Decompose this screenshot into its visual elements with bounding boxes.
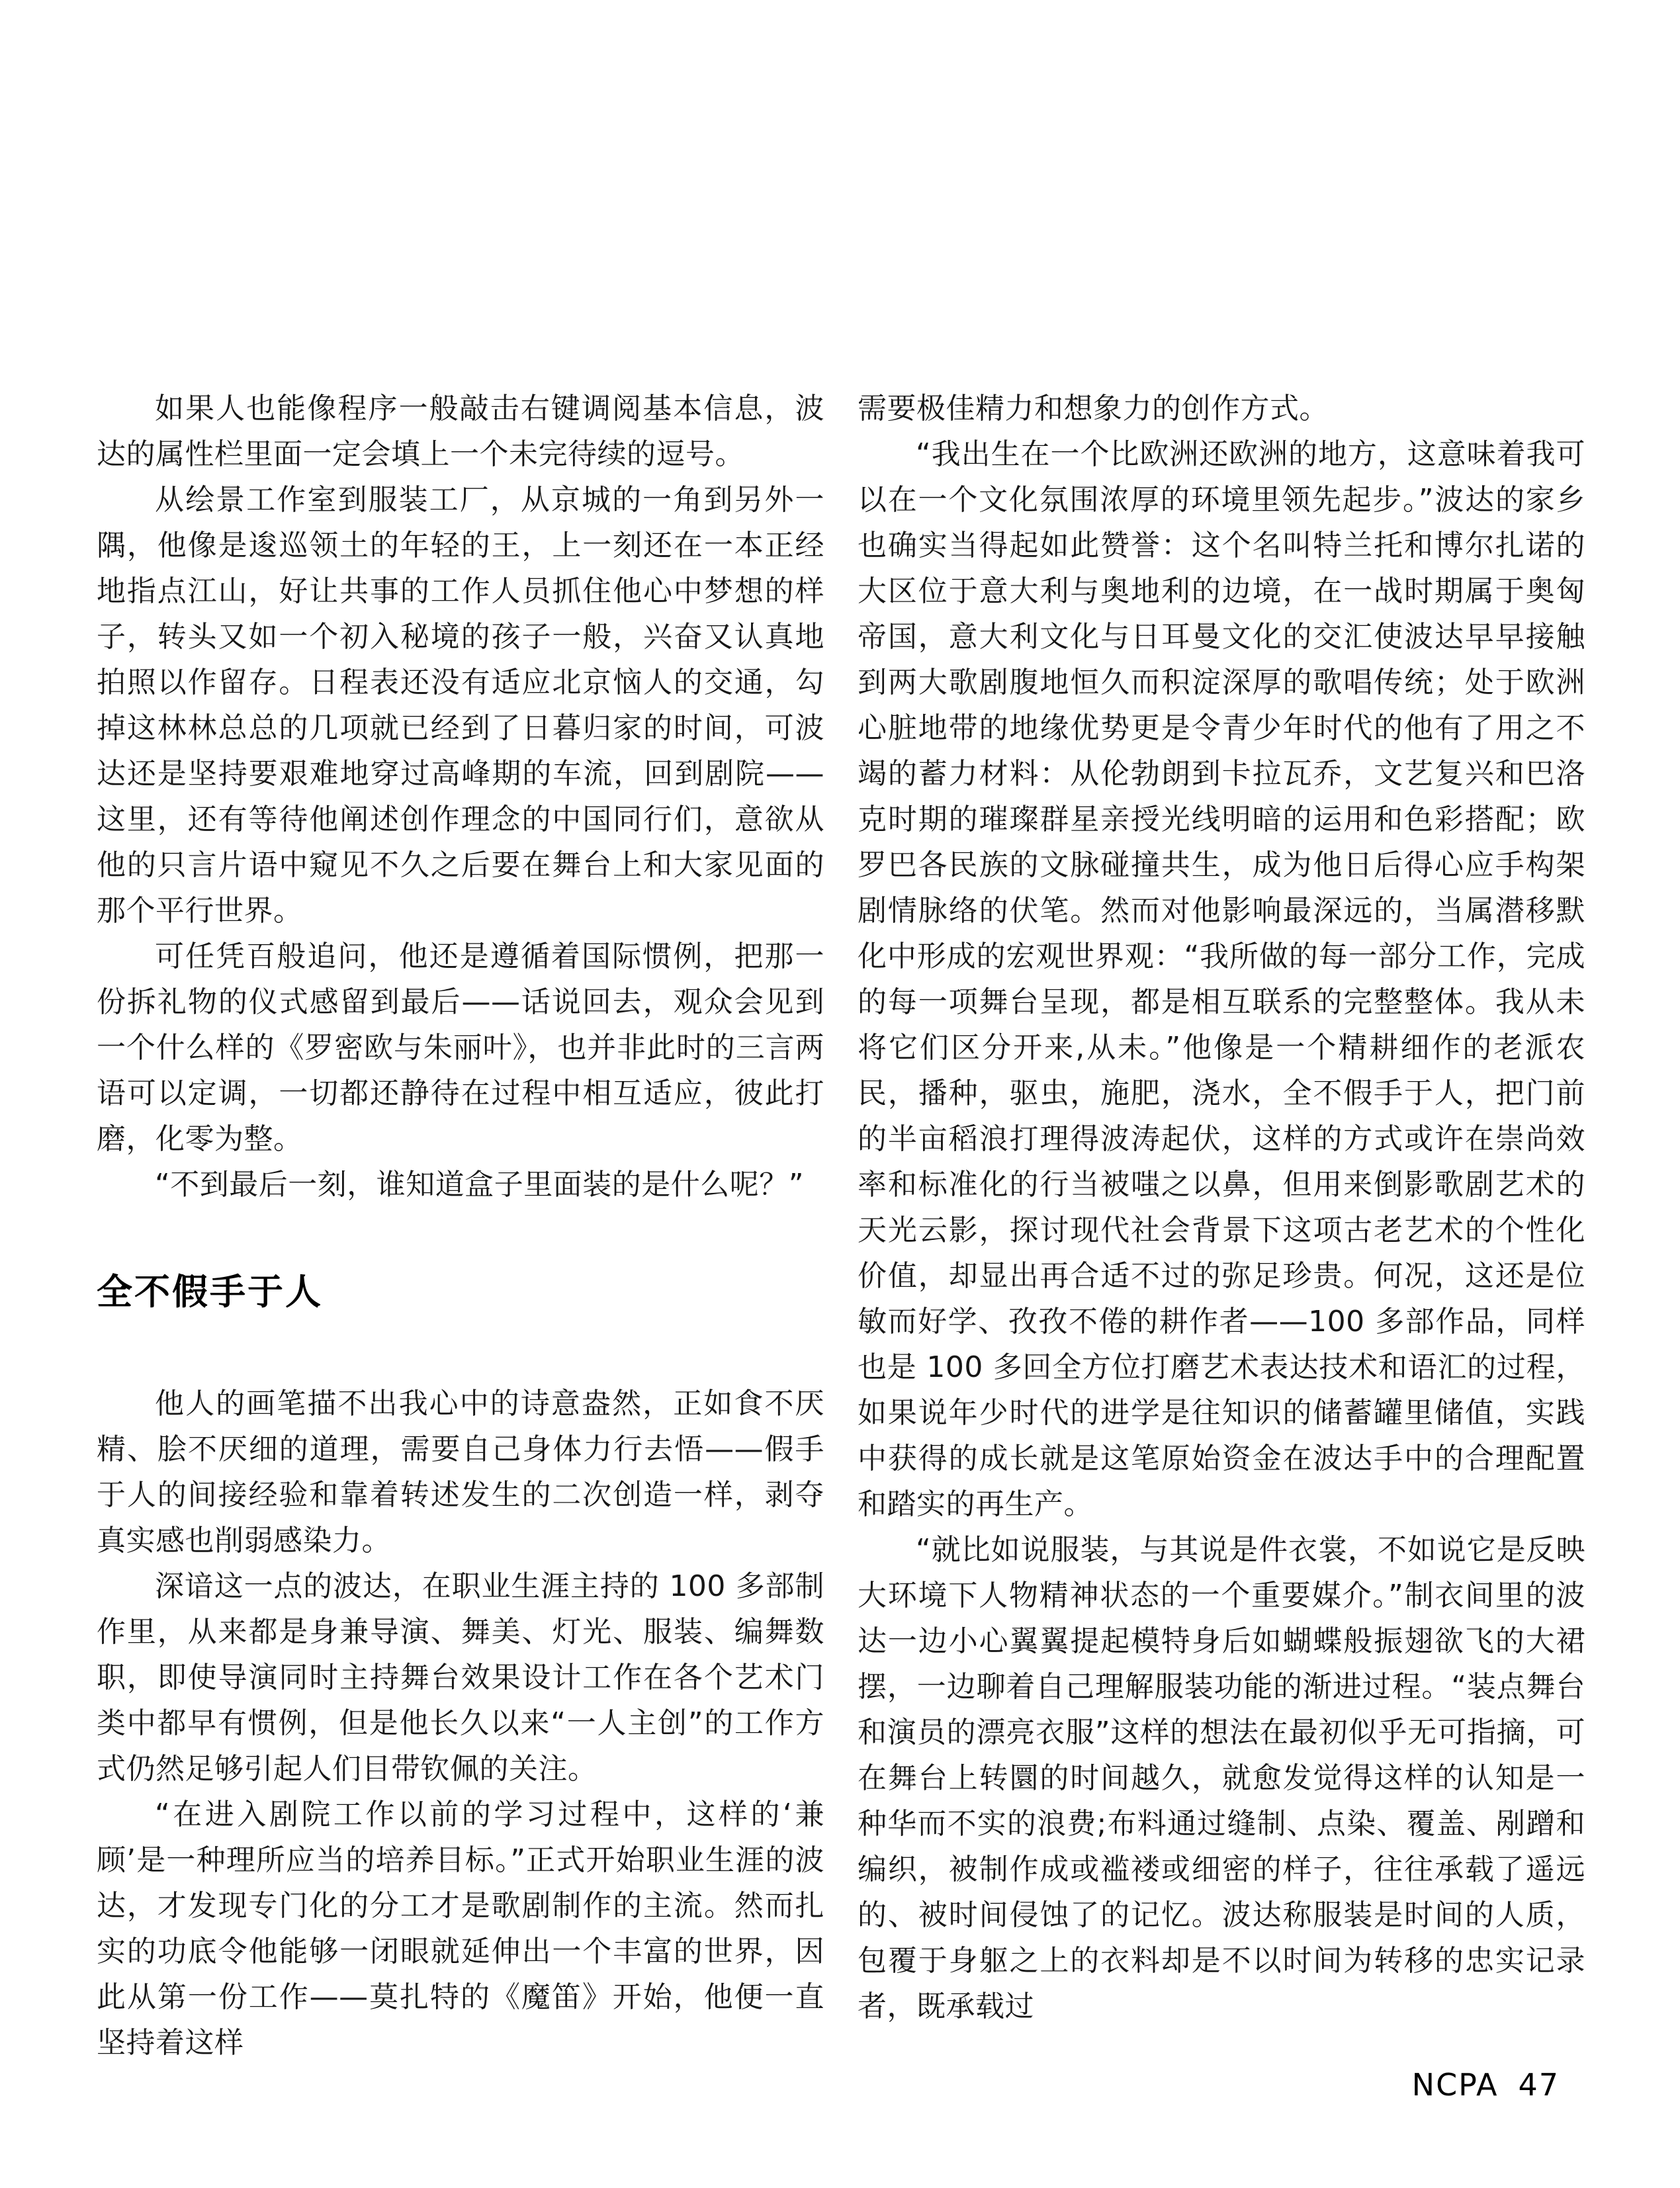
right-column (858, 386, 1585, 2066)
paragraph-multirole: 深谙这一点的波达，在职业生涯主持的 100 多部制作里，从来都是身兼导演、舞美、灯光、服装、编舞数职，即使导演同时主持舞台效果设计工作在各个艺术门类中都早有惯例，但是他长久以来“一人主创”的工作方式仍然足够引起人们目带钦佩的关注。 (97, 1569, 824, 1786)
page-footer (1412, 2068, 1560, 2101)
section-heading: 全不假手于人 (97, 1271, 323, 1313)
paragraph-quote-box: “不到最后一刻，谁知道盒子里面装的是什么呢？” (155, 1168, 805, 1202)
paragraph-ritual: 可任凭百般追问，他还是遵循着国际惯例，把那一份拆礼物的仪式感留到最后——话说回去，观众会见到一个什么样的《罗密欧与朱丽叶》，也并非此时的三言两语可以定调，一切都还静待在过程中相互适应，彼此打磨，化零为整。 (97, 940, 824, 1156)
left-column (97, 386, 824, 2066)
paragraph-studio-tour: 从绘景工作室到服装工厂，从京城的一角到另外一隅，他像是逡巡领土的年轻的王，上一刻还在一本正经地指点江山，好让共事的工作人员抓住他心中梦想的样子，转头又如一个初入秘境的孩子一般，兴奋又认真地拍照以作留存。日程表还没有适应北京恼人的交通，勾掉这林林总总的几项就已经到了日暮归家的时间，可波达还是坚持要艰难地穿过高峰期的车流，回到剧院——这里，还有等待他阐述创作理念的中国同行们，意欲从他的只言片语中窥见不久之后要在舞台上和大家见面的那个平行世界。 (97, 483, 824, 928)
paragraph-continuation: 需要极佳精力和想象力的创作方式。 (858, 392, 1329, 425)
paragraph-costume: “就比如说服装，与其说是件衣裳，不如说它是反映大环境下人物精神状态的一个重要媒介。”制衣间里的波达一边小心翼翼提起模特身后如蝴蝶般振翅欲飞的大裙摆，一边聊着自己理解服装功能的渐进过程。“装点舞台和演员的漂亮衣服”这样的想法在最初似乎无可指摘，可在舞台上转圜的时间越久，就愈发觉得这样的认知是一种华而不实的浪费;布料通过缝制、点染、覆盖、剐蹭和编织，被制作成或褴褛或细密的样子，往往承载了遥远的、被时间侵蚀了的记忆。波达称服装是时间的人质，包覆于身躯之上的衣料却是不以时间为转移的忠实记录者，既承载过 (858, 1533, 1585, 2023)
paragraph-hands-on: 他人的画笔描不出我心中的诗意盎然，正如食不厌精、脍不厌细的道理，需要自己身体力行去悟——假手于人的间接经验和靠着转述发生的二次创造一样，剥夺真实感也削弱感染力。 (97, 1387, 824, 1557)
article-body (97, 386, 1585, 2066)
paragraph-training: “在进入剧院工作以前的学习过程中，这样的‘兼顾’是一种理所应当的培养目标。”正式开始职业生涯的波达，才发现专门化的分工才是歌剧制作的主流。然而扎实的功底令他能够一闭眼就延伸出一个丰富的世界，因此从第一份工作——莫扎特的《魔笛》开始，他便一直坚持着这样 (97, 1798, 824, 2060)
paragraph-hometown: “我出生在一个比欧洲还欧洲的地方，这意味着我可以在一个文化氛围浓厚的环境里领先起步。”波达的家乡也确实当得起如此赞誉：这个名叫特兰托和博尔扎诺的大区位于意大利与奥地利的边境，在一战时期属于奥匈帝国，意大利文化与日耳曼文化的交汇使波达早早接触到两大歌剧腹地恒久而积淀深厚的歌唱传统；处于欧洲心脏地带的地缘优势更是令青少年时代的他有了用之不竭的蓄力材料：从伦勃朗到卡拉瓦乔，文艺复兴和巴洛克时期的璀璨群星亲授光线明暗的运用和色彩搭配；欧罗巴各民族的文脉碰撞共生，成为他日后得心应手构架剧情脉络的伏笔。然而对他影响最深远的，当属潜移默化中形成的宏观世界观：“我所做的每一部分工作，完成的每一项舞台呈现，都是相互联系的完整整体。我从未将它们区分开来,从未。”他像是一个精耕细作的老派农民，播种，驱虫，施肥，浇水，全不假手于人，把门前的半亩稻浪打理得波涛起伏，这样的方式或许在崇尚效率和标准化的行当被嗤之以鼻，但用来倒影歌剧艺术的天光云影，探讨现代社会背景下这项古老艺术的个性化价值，却显出再合适不过的弥足珍贵。何况，这还是位敏而好学、孜孜不倦的耕作者——100 多部作品，同样也是 100 多回全方位打磨艺术表达技术和语汇的过程，如果说年少时代的进学是往知识的储蓄罐里储值，实践中获得的成长就是这笔原始资金在波达手中的合理配置和踏实的再生产。 (858, 437, 1585, 1521)
paragraph-intro: 如果人也能像程序一般敲击右键调阅基本信息，波达的属性栏里面一定会填上一个未完待续的逗号。 (97, 392, 824, 471)
page-number: 47 (1518, 2067, 1560, 2103)
journal-name: NCPA (1411, 2067, 1499, 2103)
